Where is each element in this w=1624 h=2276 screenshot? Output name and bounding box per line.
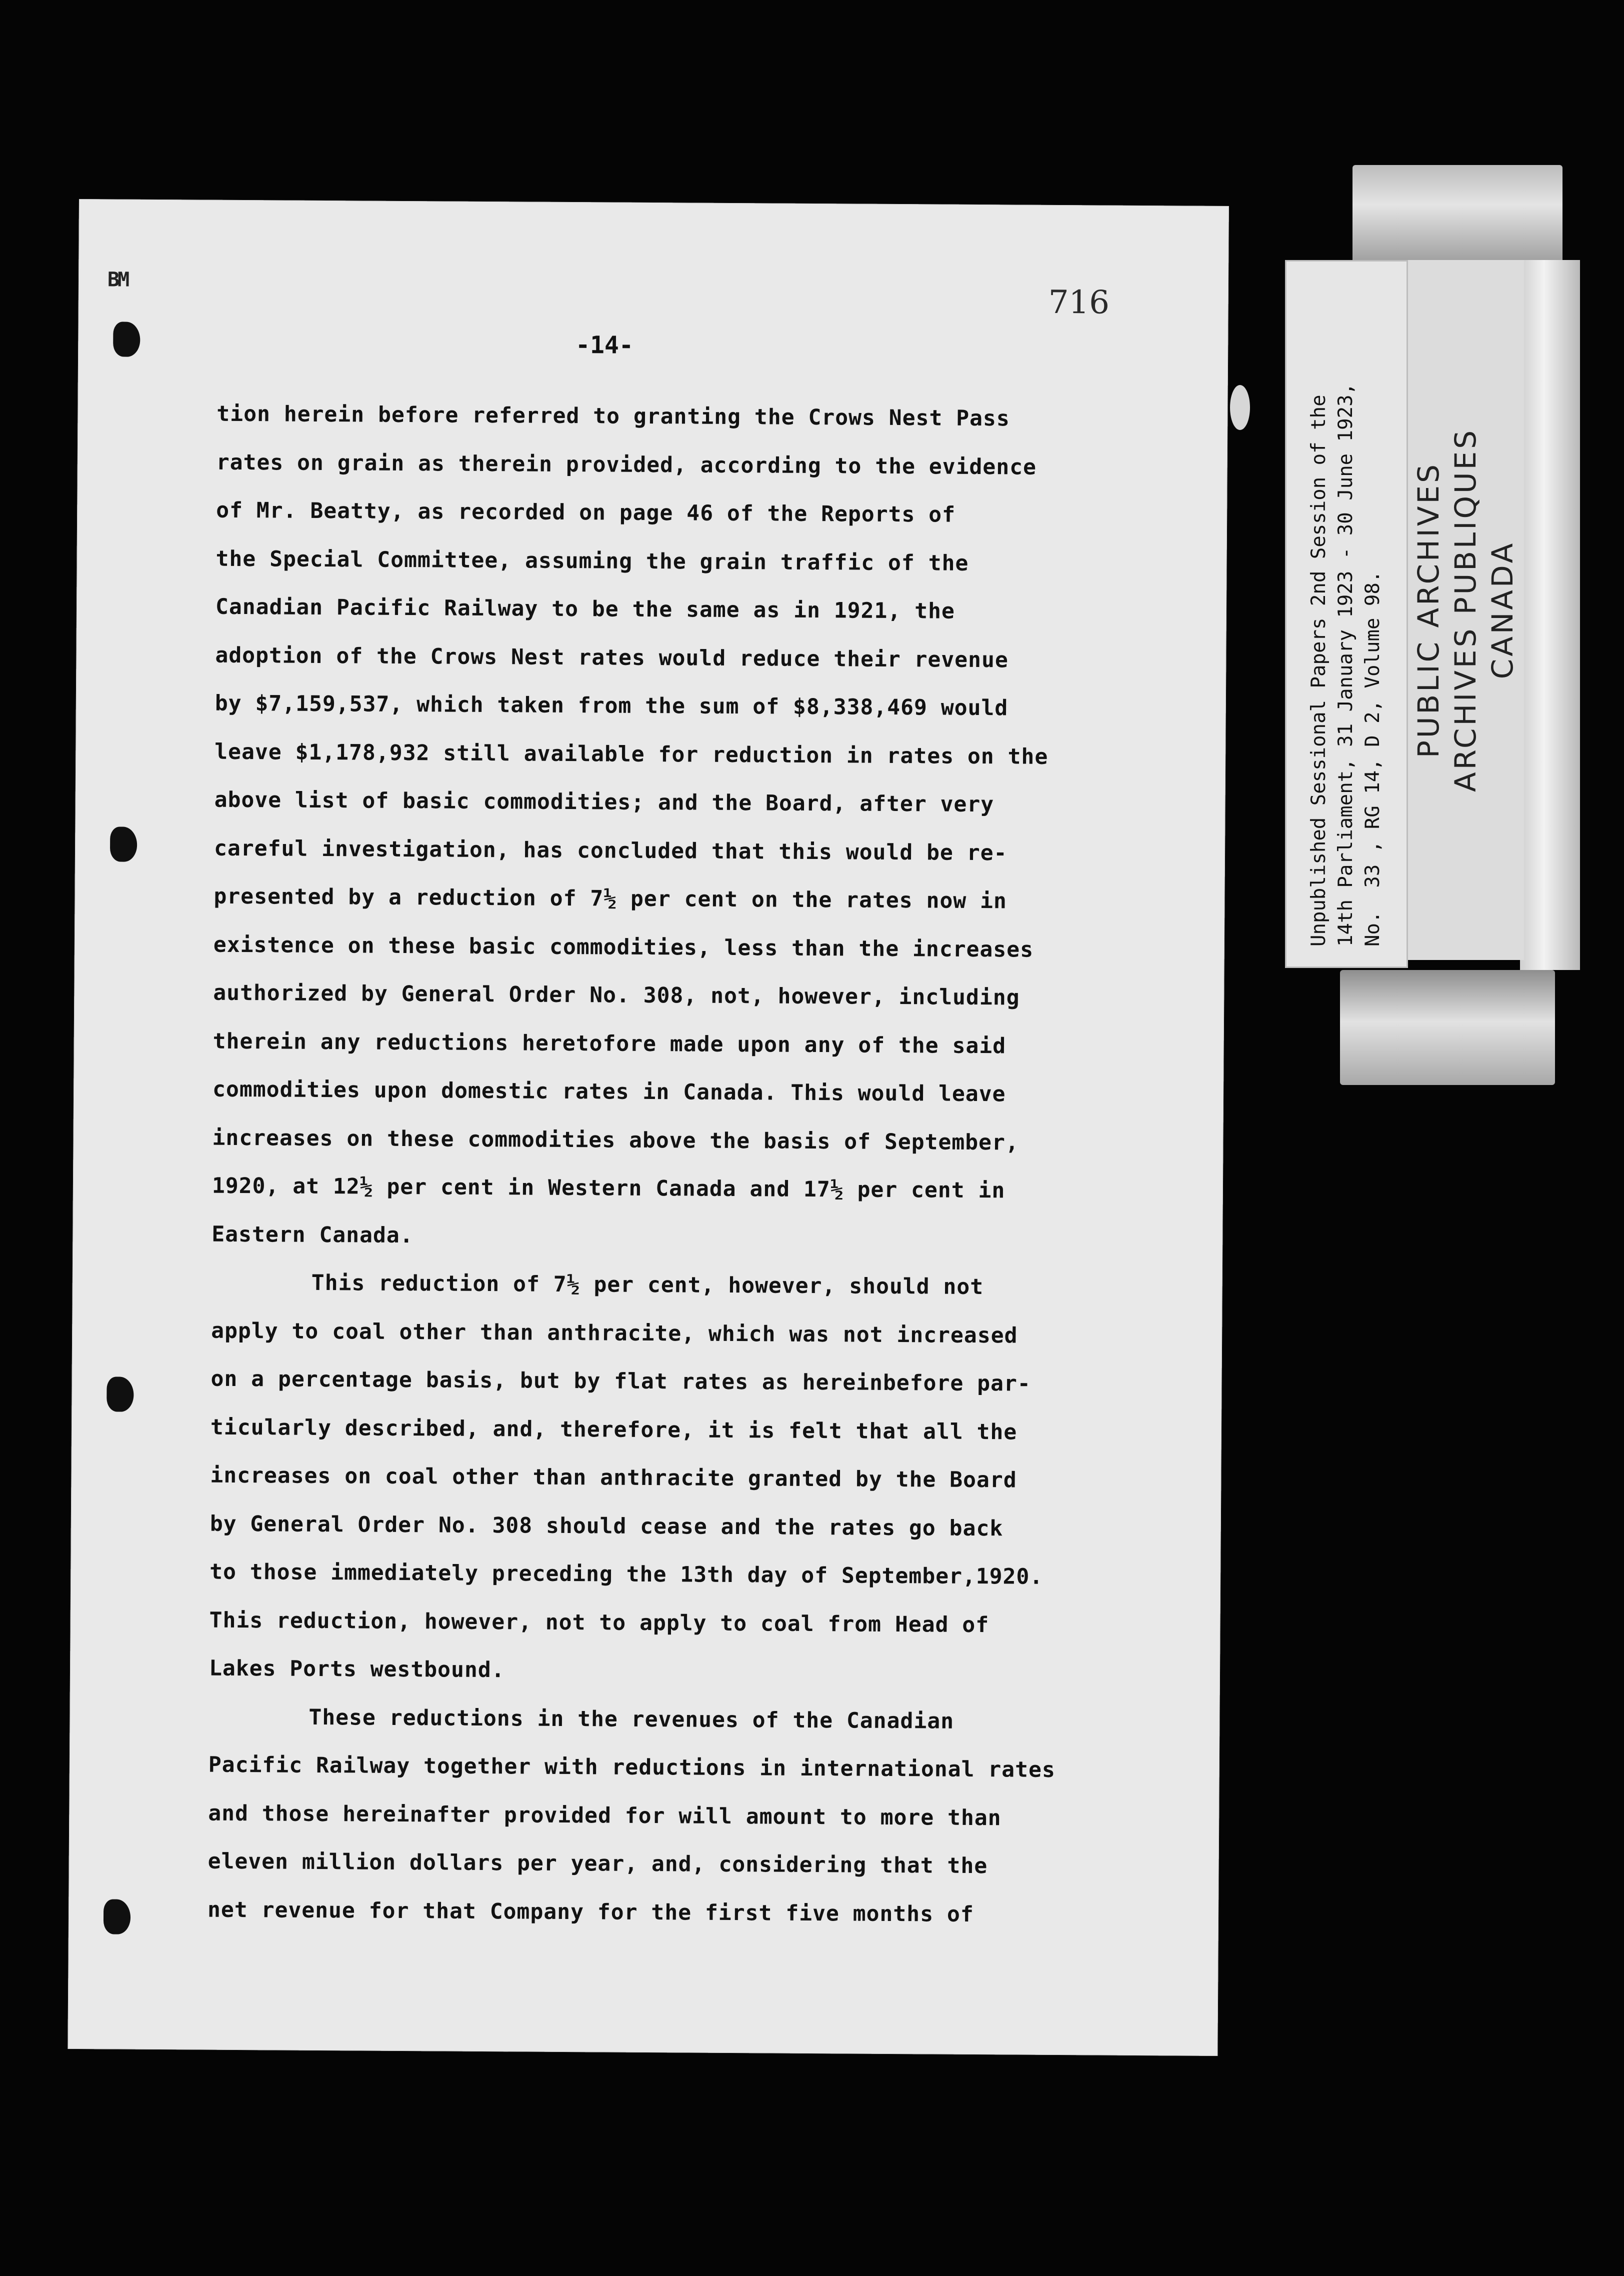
- punch-hole-mark: [106, 1376, 134, 1412]
- binder-clip-top: [1352, 165, 1562, 265]
- stamp-line-2: ARCHIVES PUBLIQUES: [1448, 428, 1482, 792]
- text-line: Canadian Pacific Railway to be the same as in 1921, the: [215, 594, 956, 624]
- text-line: by $7,159,537, which taken from the sum of $8,338,469 would: [214, 690, 1008, 721]
- text-line: net revenue for that Company for the first five months of: [207, 1897, 974, 1927]
- text-line: increases on these commodities above the basis of September,: [212, 1125, 1019, 1156]
- binder-clip-side: [1520, 260, 1580, 970]
- text-line: therein any reductions heretofore made upon any of the said: [212, 1028, 1006, 1058]
- archives-stamp-card: [1405, 260, 1524, 960]
- text-line: the Special Committee, assuming the grain traffic of the: [216, 546, 969, 576]
- text-line: increases on coal other than anthracite granted by the Board: [210, 1462, 1017, 1493]
- text-line: commodities upon domestic rates in Canada. This would leave: [212, 1076, 1006, 1107]
- text-line: existence on these basic commodities, less than the increases: [213, 932, 1034, 962]
- film-speck: [1230, 385, 1250, 430]
- punch-hole-mark: [104, 1899, 130, 1934]
- archive-page-number: 716: [1048, 284, 1110, 322]
- punch-hole-mark: [113, 322, 140, 356]
- text-line: Pacific Railway together with reductions in international rates: [208, 1752, 1056, 1782]
- text-line: adoption of the Crows Nest rates would reduce their revenue: [215, 642, 1008, 672]
- text-line: presented by a reduction of 7½ per cent on the rates now in: [214, 884, 1008, 914]
- document-body: [208, 390, 1237, 1940]
- text-line: Eastern Canada.: [212, 1222, 414, 1248]
- text-line: These reductions in the revenues of the Canadian: [308, 1704, 954, 1734]
- label-line-1: Unpublished Sessional Papers 2nd Session of the: [1308, 394, 1330, 946]
- archive-label: [1286, 262, 1406, 966]
- text-line: tion herein before referred to granting the Crows Nest Pass: [216, 401, 1010, 432]
- text-line: on a percentage basis, but by flat rates as hereinbefore par-: [210, 1366, 1031, 1396]
- typist-initials: BM: [107, 268, 128, 292]
- label-line-2: 14th Parliament, 31 January 1923 - 30 June 1923,: [1334, 382, 1357, 946]
- text-line: of Mr. Beatty, as recorded on page 46 of the Reports of: [216, 498, 956, 528]
- text-line: above list of basic commodities; and the Board, after very: [214, 787, 994, 818]
- text-line: Lakes Ports westbound.: [208, 1656, 505, 1683]
- text-line: 1920, at 12½ per cent in Western Canada and 17½ per cent in: [212, 1173, 1006, 1204]
- text-line: ticularly described, and, therefore, it is felt that all the: [210, 1414, 1018, 1445]
- archive-label-card: [1285, 260, 1408, 968]
- text-line: to those immediately preceding the 13th day of September,1920.: [210, 1559, 1044, 1590]
- text-line: authorized by General Order No. 308, not, however, including: [213, 980, 1020, 1010]
- text-line: and those hereinafter provided for will amount to more than: [208, 1800, 1002, 1830]
- punch-hole-mark: [110, 826, 137, 862]
- text-line: rates on grain as therein provided, according to the evidence: [216, 450, 1037, 480]
- text-line: by General Order No. 308 should cease and the rates go back: [210, 1511, 1004, 1541]
- text-line: apply to coal other than anthracite, which was not increased: [211, 1318, 1018, 1348]
- stamp-line-3: CANADA: [1485, 540, 1520, 680]
- binder-clip-bottom: [1340, 970, 1555, 1085]
- label-line-3: No. 33 , RG 14, D 2, Volume 98.: [1362, 570, 1384, 946]
- text-line: careful investigation, has concluded that this would be re-: [214, 836, 1008, 866]
- text-line: leave $1,178,932 still available for reduction in rates on the: [214, 739, 1048, 770]
- text-line: This reduction, however, not to apply to coal from Head of: [209, 1608, 990, 1638]
- text-line: eleven million dollars per year, and, considering that the: [208, 1848, 988, 1879]
- archives-stamp: [1406, 260, 1524, 960]
- text-line: This reduction of 7½ per cent, however, should not: [311, 1270, 984, 1300]
- page-number: -14-: [576, 331, 634, 360]
- typewritten-page: [68, 199, 1229, 2056]
- stamp-line-1: PUBLIC ARCHIVES: [1411, 462, 1446, 758]
